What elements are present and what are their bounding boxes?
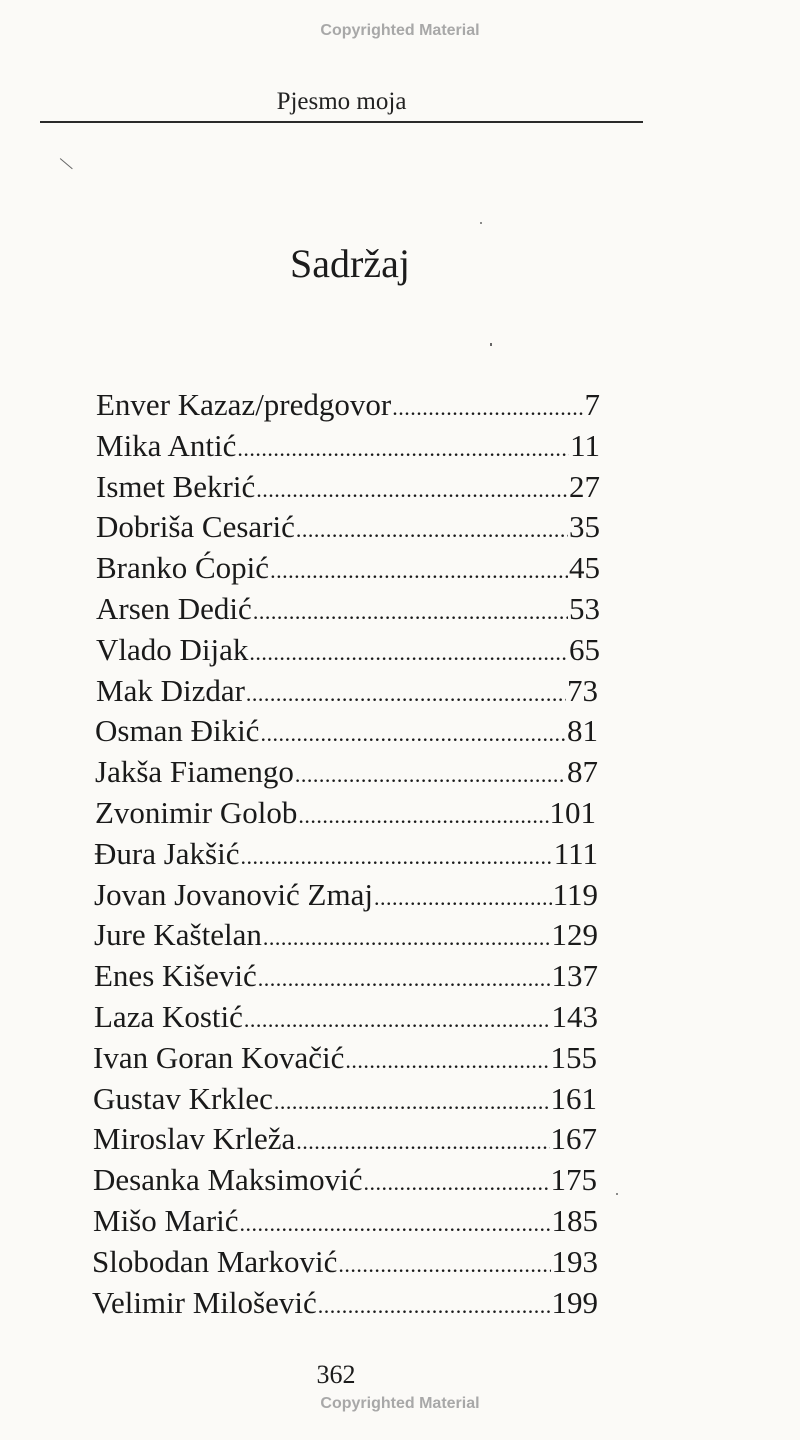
toc-entry: [93, 1119, 597, 1160]
toc-entry-author: Mak Dizdar: [96, 672, 245, 708]
toc-entry-page: 45: [569, 550, 600, 586]
toc-leader-dots: [253, 592, 568, 633]
toc-entry-author: Ivan Goran Kovačić: [93, 1039, 345, 1075]
toc-entry-author: Velimir Milošević: [92, 1284, 317, 1320]
toc-entry-author: Ismet Bekrić: [96, 468, 256, 504]
toc-leader-dots: [295, 755, 566, 796]
toc-leader-dots: [260, 714, 566, 755]
toc-entry-page: 175: [550, 1162, 597, 1198]
toc-entry-page: 27: [569, 468, 600, 504]
toc-leader-dots: [237, 429, 569, 470]
toc-leader-dots: [296, 1122, 549, 1163]
toc-entry: [94, 915, 598, 956]
toc-leader-dots: [240, 1204, 551, 1245]
copyright-watermark-top: Copyrighted Material: [320, 22, 480, 39]
toc-entry-author: Desanka Maksimović: [93, 1162, 363, 1198]
toc-leader-dots: [318, 1286, 551, 1327]
toc-entry-page: 185: [551, 1202, 598, 1238]
toc-entry-author: Enver Kazaz/predgovor: [96, 387, 392, 422]
toc-entry-page: 119: [552, 876, 598, 912]
toc-leader-dots: [338, 1245, 550, 1286]
toc-entry: [94, 834, 598, 875]
toc-leader-dots: [363, 1163, 549, 1204]
toc-entry-author: Branko Ćopić: [96, 550, 270, 586]
toc-entry-author: Laza Kostić: [94, 998, 243, 1034]
toc-entry-author: Dobriša Cesarić: [96, 509, 295, 545]
toc-entry-author: Đura Jakšić: [94, 835, 240, 871]
toc-entry-author: Jovan Jovanović Zmaj: [94, 876, 373, 912]
toc-entry-page: 65: [569, 631, 600, 667]
toc-leader-dots: [298, 796, 548, 837]
toc-entry-page: 161: [550, 1080, 597, 1116]
toc-entry-author: Jure Kaštelan: [94, 917, 262, 953]
toc-entry: [96, 671, 598, 712]
scan-mark: [60, 158, 73, 169]
toc-leader-dots: [246, 674, 566, 715]
toc-entry-page: 35: [569, 509, 600, 545]
toc-entry-author: Zvonimir Golob: [95, 794, 298, 830]
toc-list: [0, 385, 800, 1323]
toc-entry-author: Miroslav Krleža: [93, 1121, 296, 1157]
toc-leader-dots: [249, 633, 568, 674]
toc-entry-page: 199: [551, 1284, 598, 1320]
toc-entry-author: Gustav Krklec: [93, 1080, 273, 1116]
toc-entry-author: Jakša Fiamengo: [95, 754, 294, 790]
toc-entry: [96, 467, 600, 508]
toc-entry-page: 87: [567, 754, 598, 790]
running-head: Pjesmo moja: [276, 88, 407, 115]
toc-entry: [96, 548, 600, 589]
toc-entry-page: 143: [551, 998, 598, 1034]
toc-entry-author: Slobodan Marković: [92, 1243, 338, 1279]
toc-entry-page: 167: [550, 1121, 597, 1157]
toc-leader-dots: [263, 918, 551, 959]
toc-entry-author: Vlado Dijak: [96, 631, 249, 667]
toc-entry: [96, 630, 600, 671]
toc-entry-author: Enes Kišević: [94, 958, 257, 994]
toc-leader-dots: [274, 1082, 550, 1123]
toc-entry: [94, 956, 598, 997]
toc-entry: [93, 1038, 597, 1079]
toc-entry-page: 129: [551, 917, 598, 953]
toc-entry-page: 155: [550, 1039, 597, 1075]
toc-entry: [96, 589, 600, 630]
toc-entry-page: 193: [551, 1243, 598, 1279]
toc-entry-page: 101: [549, 794, 596, 830]
toc-entry-page: 73: [567, 672, 598, 708]
toc-entry-page: 7: [584, 387, 600, 422]
copyright-watermark-bottom: Copyrighted Material: [320, 1395, 480, 1412]
toc-leader-dots: [374, 878, 552, 919]
toc-entry-author: Arsen Dedić: [96, 590, 252, 626]
toc-entry: [93, 1201, 598, 1242]
toc-leader-dots: [258, 959, 551, 1000]
scan-speck: [490, 343, 492, 346]
toc-entry-page: 11: [570, 427, 600, 463]
toc-leader-dots: [392, 388, 583, 429]
toc-entry-page: 81: [567, 713, 598, 749]
toc-leader-dots: [240, 837, 552, 878]
toc-entry: [95, 752, 598, 793]
header-rule: [40, 121, 643, 123]
toc-leader-dots: [256, 470, 568, 511]
toc-entry: [94, 875, 598, 916]
page-number: 362: [316, 1360, 356, 1389]
toc-entry: [93, 1079, 597, 1120]
toc-entry: [96, 507, 600, 548]
toc-title: Sadržaj: [290, 241, 410, 286]
toc-entry: [94, 997, 598, 1038]
toc-leader-dots: [345, 1041, 549, 1082]
toc-entry: [96, 426, 600, 467]
scan-speck: [480, 222, 482, 224]
toc-entry-author: Mika Antić: [96, 427, 237, 463]
toc-entry: [93, 1160, 597, 1201]
toc-leader-dots: [296, 510, 568, 551]
toc-entry-page: 137: [551, 958, 598, 994]
toc-entry: [92, 1242, 598, 1283]
toc-entry: [96, 385, 600, 426]
toc-entry: [95, 711, 598, 752]
toc-entry-author: Mišo Marić: [93, 1202, 239, 1238]
toc-leader-dots: [270, 551, 568, 592]
toc-entry-page: 53: [569, 590, 600, 626]
toc-entry: [92, 1283, 598, 1324]
toc-leader-dots: [244, 1000, 551, 1041]
toc-entry-author: Osman Đikić: [95, 713, 260, 749]
toc-entry: [95, 793, 596, 834]
toc-entry-page: 111: [553, 835, 598, 871]
